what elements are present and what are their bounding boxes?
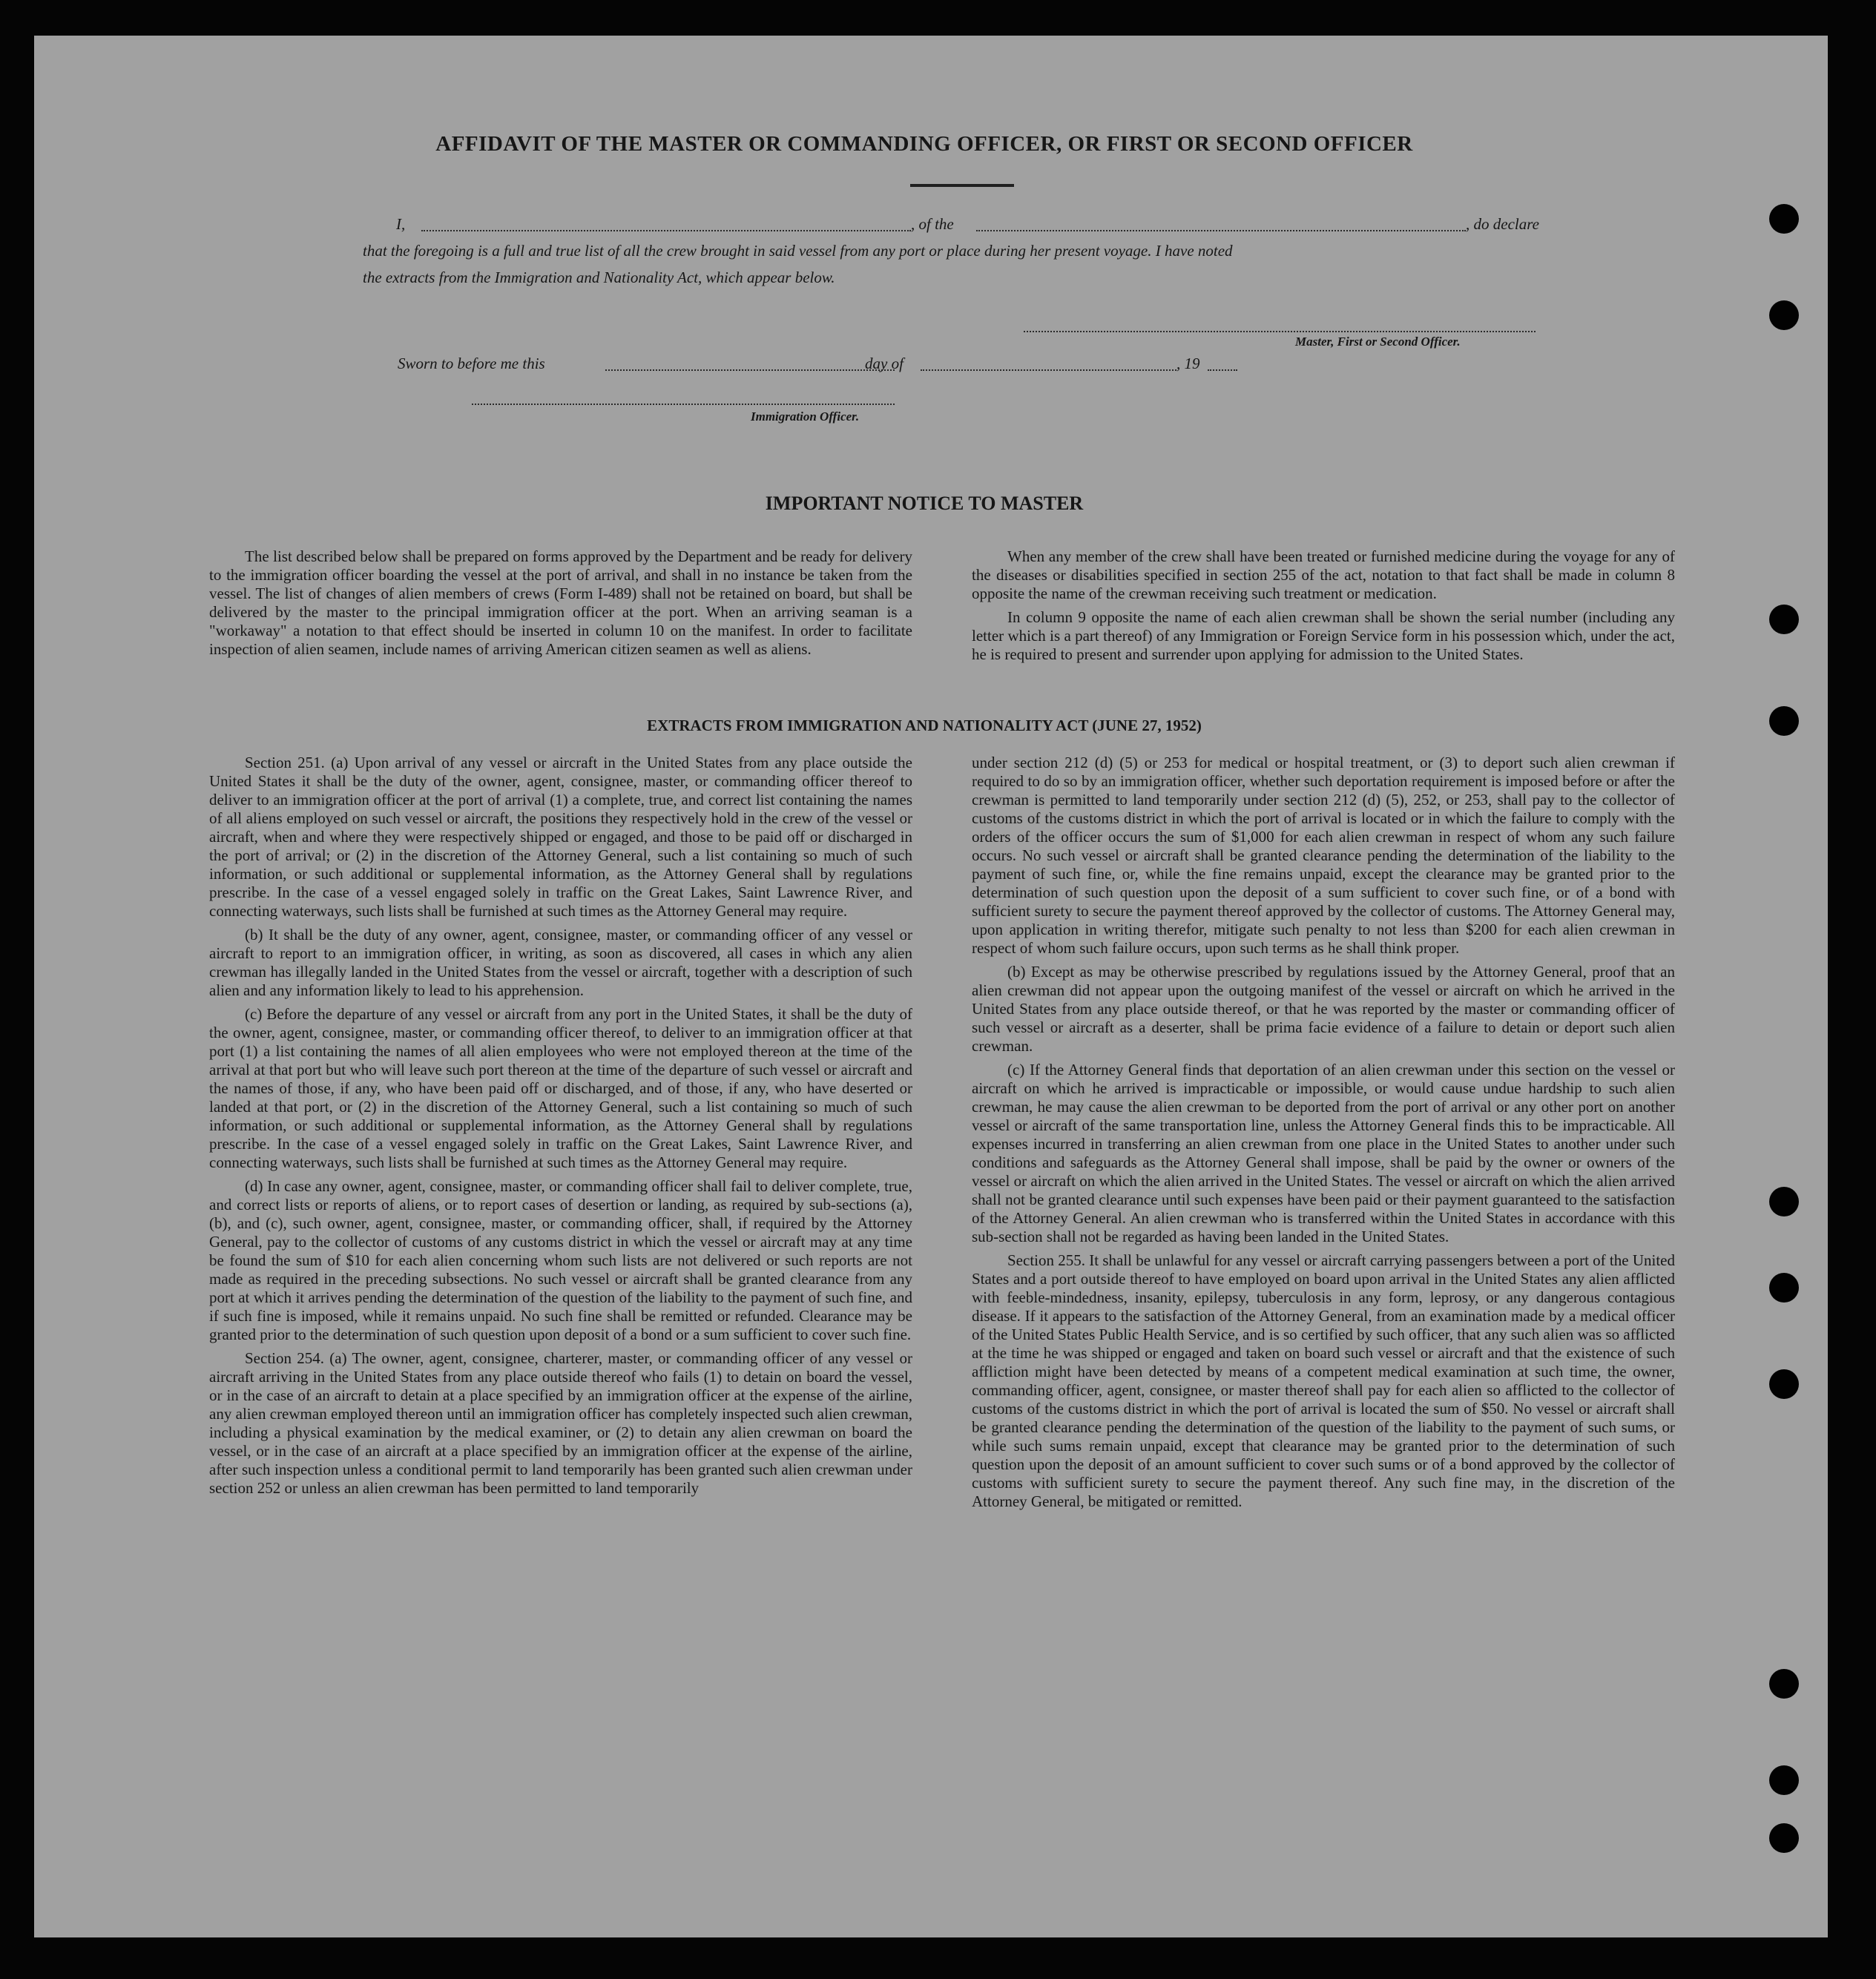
- punch-hole: [1769, 1369, 1799, 1399]
- sworn-month-line: [921, 369, 1176, 371]
- extracts-right-column: [972, 754, 1675, 1516]
- sworn-prefix: Sworn to before me this: [398, 355, 545, 372]
- punch-hole: [1769, 605, 1799, 634]
- affidavit-declare-label: , do declare: [1466, 215, 1539, 233]
- section-255: Section 255. It shall be unlawful for any vessel or aircraft carrying passengers between a port of the United States and a port outside thereof to have employed on board upon arrival in the United States any alien afflicted with feeble-mindedness, insanity, epilepsy, tuberculosis in any form, leprosy, or any dangerous contagious disease. If it appears to the satisfaction of the Attorney General, from an examination made by a medical officer of the United States Public Health Service, and is so certified by such officer, that any such alien was so afflicted at the time he was shipped or engaged and taken on board such vessel or aircraft and that the existence of such affliction might have been detected by means of a competent medical examination at such time, the owner, commanding officer, agent, consignee, or master thereof shall pay for each alien so afflicted to the collector of customs of the customs district in which the port of arrival is located the sum of $50. No vessel or aircraft shall be granted clearance pending the determination of the question of the liability to the payment of such sums, or while such sums remain unpaid, except that clearance may be granted prior to the determination of such question upon the deposit of an amount sufficient to cover such sums or of a bond approved by the collector of customs with sufficient surety to secure the payment thereof. Any such fine may, in the discretion of the Attorney General, be mitigated or remitted.: [972, 1251, 1675, 1510]
- notice-left-column: [209, 547, 912, 664]
- sworn-year-line: [1208, 369, 1237, 371]
- section-251-d: (d) In case any owner, agent, consignee, master, or commanding officer shall fail to deliver complete, true, and correct lists or reports of aliens, or to report cases of desertion or landing, as required by sub-sections (a), (b), and (c), such owner, agent, consignee, master, or commanding officer, shall, if required by the Attorney General, pay to the collector of customs of any customs district in which the vessel or aircraft may at any time be found the sum of $10 for each alien concerning whom such lists are not delivered or such reports are not made as required in the preceding subsections. No such vessel or aircraft shall be granted clearance from any port at which it arrives pending the determination of the question of the liability to the payment of such fine, and if such fine is imposed, while it remains unpaid. No such fine shall be remitted or refunded. Clearance may be granted prior to the determination of such question upon deposit of a bond or a sum sufficient to cover such fine.: [209, 1177, 912, 1343]
- affidavit-i-label: I,: [396, 215, 406, 233]
- notice-left-paragraph: The list described below shall be prepared on forms approved by the Department and be ready for delivery to the immigration officer boarding the vessel at the port of arrival, and shall in no instance be taken from the vessel. The list of changes of alien members of crews (Form I-489) shall not be retained on board, but shall be delivered by the master to the principal immigration officer at the port. When an arriving seaman is a "workaway" a notation to that effect should be inserted in column 10 on the manifest. In order to facilitate inspection of alien seamen, include names of arriving American citizen seamen as well as aliens.: [209, 547, 912, 658]
- section-254-a-continued: under section 212 (d) (5) or 253 for medical or hospital treatment, or (3) to deport such alien crewman if required to do so by an immigration officer, whether such deportation requirement is imposed before or after the crewman is permitted to land temporarily under section 212 (d) (5), 252, or 253, shall pay to the collector of customs of the customs district in which the port of arrival is located or in which the failure to comply with the orders of the officer occurs the sum of $1,000 for each alien crewman in respect of whom any such failure occurs. No such vessel or aircraft shall be granted clearance pending the determination of the liability to the payment of such fine, or, while the fine remains unpaid, except the clearance may be granted prior to the determination of such question upon the deposit of a sum sufficient to cover such fine, or of a bond with sufficient surety to secure the payment thereof approved by the collector of customs. The Attorney General may, upon application in writing therefor, mitigate such penalty to not less than $200 for each alien crewman in respect of whom such failure occurs, upon such terms as he shall think proper.: [972, 754, 1675, 957]
- master-signature-line: [1024, 331, 1536, 332]
- officer-signature-label: Immigration Officer.: [751, 409, 860, 424]
- section-254-a: Section 254. (a) The owner, agent, consignee, charterer, master, or commanding officer of any vessel or aircraft arriving in the United States from any place outside thereof who fails (1) to detain on board the vessel, or in the case of an aircraft to detain at a place specified by an immigration officer at the expense of the airline, any alien crewman employed thereon until an immigration officer has completely inspected such alien crewman, including a physical examination by the medical examiner, or (2) to detain any alien crewman on board the vessel, or in the case of an aircraft at a place specified by an immigration officer at the expense of the airline, after such inspection unless a conditional permit to land temporarily has been granted such alien crewman under section 252 or unless an alien crewman has been permitted to land temporarily: [209, 1349, 912, 1497]
- section-251-c: (c) Before the departure of any vessel or aircraft from any port in the United States, it shall be the duty of the owner, agent, consignee, master, or commanding officer thereof, to deliver to an immigration officer at that port (1) a list containing the names of all alien employees who were not employed thereon at the time of the arrival at that port but who will leave such port thereon at the time of the departure of such vessel or aircraft and the names of those, if any, who have been paid off or discharged, and of those, if any, who have deserted or landed at that port, or (2) in the discretion of the Attorney General, such a list containing so much of such information, or such additional or supplemental information, as the Attorney General shall by regulations prescribe. In the case of a vessel engaged solely in traffic on the Great Lakes, Saint Lawrence River, and connecting waterways, such lists shall be furnished at such times as the Attorney General may require.: [209, 1005, 912, 1171]
- title-rule: [910, 184, 1014, 187]
- punch-hole: [1769, 1187, 1799, 1216]
- sworn-year-label: , 19: [1176, 355, 1200, 372]
- section-251-b: (b) It shall be the duty of any owner, agent, consignee, master, or commanding officer of any vessel or aircraft to report to an immigration officer, in writing, as soon as discovered, all cases in which any alien crewman has illegally landed in the United States from the vessel or aircraft, together with a description of such alien and any information likely to lead to his apprehension.: [209, 926, 912, 999]
- section-254-b: (b) Except as may be otherwise prescribed by regulations issued by the Attorney General, proof that an alien crewman did not appear upon the outgoing manifest of the vessel or aircraft on which he arrived in the United States from any place outside thereof, or that he was reported by the master or commanding officer of such vessel or aircraft as a deserter, shall be prima facie evidence of a failure to detain or deport such alien crewman.: [972, 963, 1675, 1055]
- affidavit-statement-line1: that the foregoing is a full and true list of all the crew brought in said vessel from any port or place during her present voyage. I have noted: [363, 242, 1233, 260]
- affidavit-title: AFFIDAVIT OF THE MASTER OR COMMANDING OFFICER, OR FIRST OR SECOND OFFICER: [435, 132, 1413, 156]
- section-251-a: Section 251. (a) Upon arrival of any vessel or aircraft in the United States from any place outside the United States it shall be the duty of the owner, agent, consignee, master, or commanding officer thereof to deliver to an immigration officer at the port of arrival (1) a complete, true, and correct list containing the names of all aliens employed on such vessel or aircraft, the positions they respectively hold in the crew of the vessel or aircraft, when and where they were respectively shipped or engaged, and those to be paid off or discharged in the port of arrival; or (2) in the discretion of the Attorney General, such a list containing so much of such information, or such additional or supplemental information, as the Attorney General shall by regulations prescribe. In the case of a vessel engaged solely in traffic on the Great Lakes, Saint Lawrence River, and connecting waterways, such lists shall be furnished at such times as the Attorney General may require.: [209, 754, 912, 920]
- punch-hole: [1769, 1273, 1799, 1303]
- punch-hole: [1769, 300, 1799, 330]
- notice-right-paragraph-1: When any member of the crew shall have been treated or furnished medicine during the voyage for any of the diseases or disabilities specified in section 255 of the act, notation to that fact shall be made in column 8 opposite the name of the crewman receiving such treatment or medication.: [972, 547, 1675, 602]
- sworn-day-of-label: day of: [865, 355, 904, 372]
- vessel-name-line: [976, 230, 1466, 231]
- officer-signature-line: [472, 404, 895, 405]
- master-signature-label: Master, First or Second Officer.: [1295, 335, 1461, 349]
- affidavit-statement-line2: the extracts from the Immigration and Nationality Act, which appear below.: [363, 269, 835, 286]
- notice-right-column: [972, 547, 1675, 669]
- punch-hole: [1769, 1765, 1799, 1795]
- notice-title: IMPORTANT NOTICE TO MASTER: [765, 493, 1084, 514]
- extracts-left-column: [209, 754, 912, 1503]
- punch-hole: [1769, 1823, 1799, 1853]
- master-name-line: [421, 230, 911, 231]
- punch-hole: [1769, 706, 1799, 736]
- punch-hole: [1769, 204, 1799, 234]
- document-page: [34, 36, 1828, 1937]
- punch-hole: [1769, 1669, 1799, 1699]
- sworn-day-line: [605, 369, 895, 371]
- extracts-title: EXTRACTS FROM IMMIGRATION AND NATIONALITY ACT (JUNE 27, 1952): [647, 717, 1202, 734]
- affidavit-of-the-label: , of the: [911, 215, 954, 233]
- notice-right-paragraph-2: In column 9 opposite the name of each alien crewman shall be shown the serial number (including any letter which is a part thereof) of any Immigration or Foreign Service form in his possession which, under the act, he is required to present and surrender upon applying for admission to the United States.: [972, 608, 1675, 663]
- section-254-c: (c) If the Attorney General finds that deportation of an alien crewman under this section on the vessel or aircraft on which he arrived is impracticable or impossible, or would cause undue hardship to such alien crewman, he may cause the alien crewman to be deported from the port of arrival or any other port on another vessel or aircraft of the same transportation line, unless the Attorney General finds this to be impracticable. All expenses incurred in transferring an alien crewman from one place in the United States to another under such conditions and safeguards as the Attorney General shall impose, shall be paid by the owner or owners of the vessel or aircraft on which the alien arrived in the United States. The vessel or aircraft on which the alien arrived shall not be granted clearance until such expenses have been paid or their payment guaranteed to the satisfaction of the Attorney General. An alien crewman who is transferred within the United States in accordance with this sub-section shall not be regarded as having been landed in the United States.: [972, 1061, 1675, 1245]
